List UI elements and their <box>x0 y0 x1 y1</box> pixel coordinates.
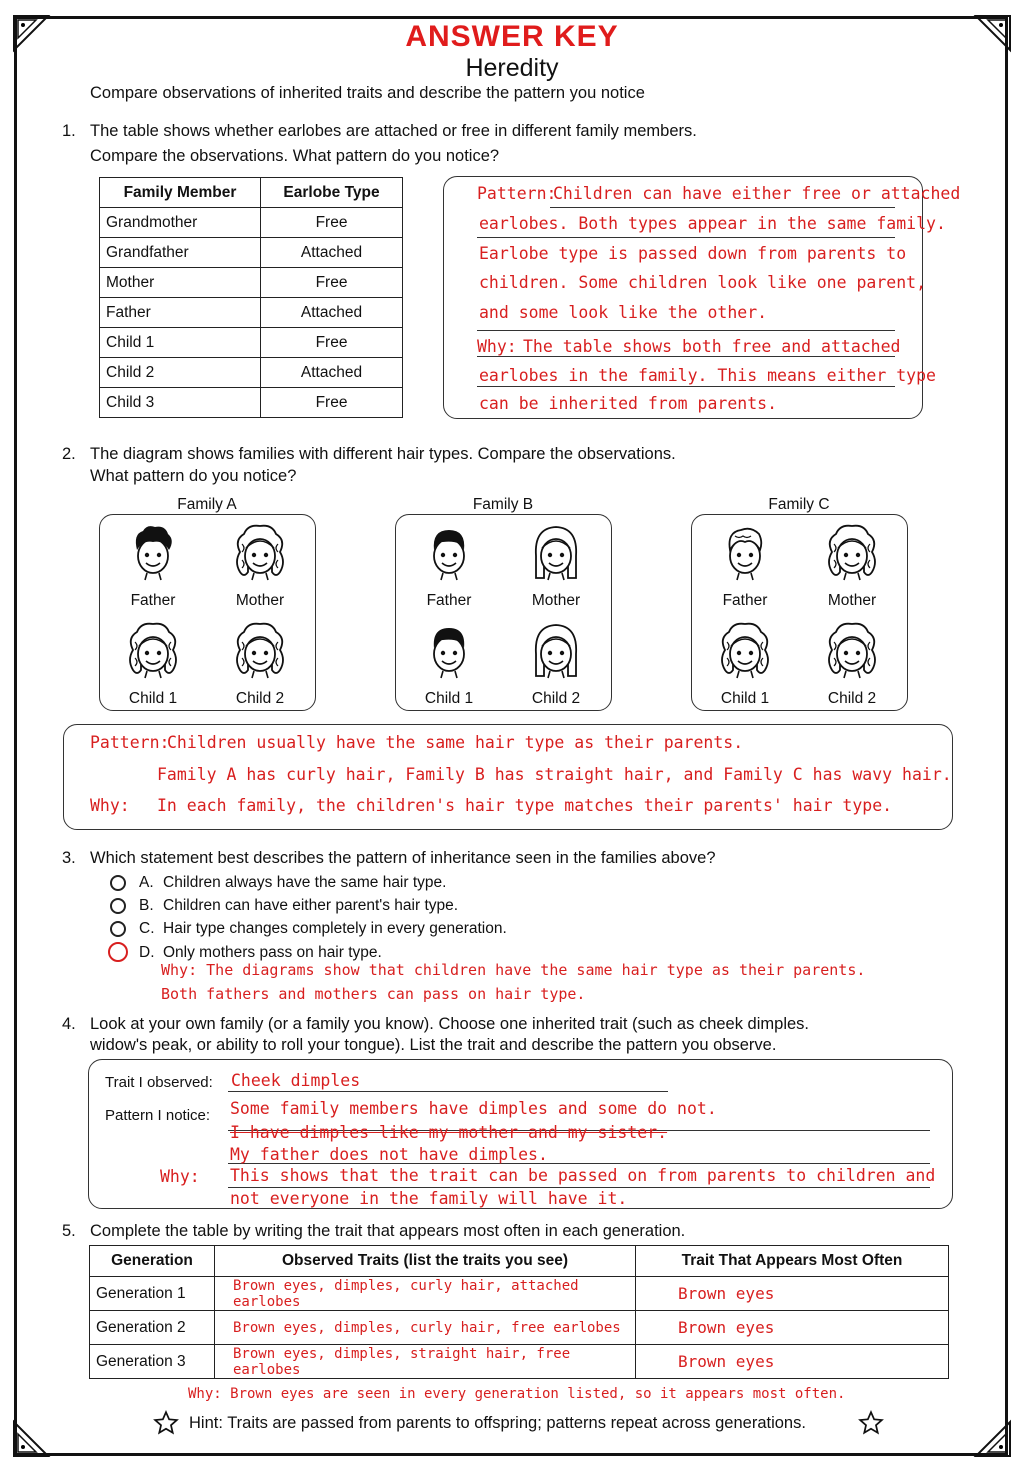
q4-why-line: not everyone in the family will have it. <box>230 1189 628 1208</box>
question-number: 2. <box>62 445 76 463</box>
family-member-cell: Child 2 <box>100 358 261 388</box>
hint-text: Hint: Traits are passed from parents to offspring; patterns repeat across generations. <box>189 1414 806 1432</box>
corner-ornament-icon <box>10 1418 52 1460</box>
most-often-cell: Brown eyes <box>636 1345 949 1379</box>
generation-table <box>89 1245 949 1379</box>
question-number: 4. <box>62 1015 76 1033</box>
family-name: Family C <box>768 496 830 513</box>
table-row <box>100 328 403 358</box>
question-number: 5. <box>62 1222 76 1240</box>
generation-cell: Generation 3 <box>90 1345 215 1379</box>
earlobe-type-cell: Attached <box>261 298 403 328</box>
mother-face-icon <box>232 522 288 586</box>
option-c-radio[interactable] <box>110 921 126 937</box>
q4-pattern-line: My father does not have dimples. <box>230 1145 548 1164</box>
table-header: Family Member <box>100 178 261 208</box>
instructions: Compare observations of inherited traits and describe the pattern you notice <box>90 84 645 102</box>
most-often-cell: Brown eyes <box>636 1311 949 1345</box>
question-number: 3. <box>62 849 76 867</box>
q5-why: Why: Brown eyes are seen in every generation listed, so it appears most often. <box>188 1386 846 1402</box>
most-often-cell: Brown eyes <box>636 1277 949 1311</box>
q2-text-line2: What pattern do you notice? <box>90 467 297 485</box>
family-member-cell: Child 1 <box>100 328 261 358</box>
pattern-label: Pattern: <box>477 184 557 203</box>
q3-why-line: Why: The diagrams show that children have the same hair type as their parents. <box>161 961 866 979</box>
option-b-radio[interactable] <box>110 898 126 914</box>
pattern-label: Pattern: <box>90 733 170 752</box>
child-1-face-icon <box>421 620 477 684</box>
member-label: Child 2 <box>235 690 285 707</box>
table-header: Observed Traits (list the traits you see) <box>215 1246 636 1277</box>
member-label: Father <box>130 592 176 609</box>
option-letter: B. <box>139 897 154 914</box>
q4-why-line: This shows that the trait can be passed on from parents to children and <box>230 1166 936 1185</box>
table-row <box>90 1345 949 1379</box>
trait-label: Trait I observed: <box>105 1074 213 1091</box>
option-letter: A. <box>139 874 154 891</box>
father-face-icon <box>421 522 477 586</box>
q2-why-line: In each family, the children's hair type matches their parents' hair type. <box>157 796 893 815</box>
family-name: Family B <box>472 496 534 513</box>
member-label: Mother <box>235 592 285 609</box>
member-label: Mother <box>827 592 877 609</box>
child-2-face-icon <box>824 620 880 684</box>
family-member-cell: Grandmother <box>100 208 261 238</box>
earlobe-type-cell: Attached <box>261 238 403 268</box>
q1-why-line: The table shows both free and attached <box>523 337 901 356</box>
option-text: Children always have the same hair type. <box>163 874 447 891</box>
member-label: Mother <box>531 592 581 609</box>
q1-pattern-line: children. Some children look like one parent, <box>479 273 927 292</box>
q3-why-line: Both fathers and mothers can pass on hair type. <box>161 985 586 1003</box>
page-title: Heredity <box>465 54 559 82</box>
family-member-cell: Child 3 <box>100 388 261 418</box>
q1-why-line: can be inherited from parents. <box>479 394 778 413</box>
q1-pattern-line: and some look like the other. <box>479 303 768 322</box>
earlobe-type-cell: Attached <box>261 358 403 388</box>
answer-key-title: ANSWER KEY <box>405 20 619 53</box>
table-row <box>90 1277 949 1311</box>
earlobe-type-cell: Free <box>261 388 403 418</box>
table-row <box>100 298 403 328</box>
generation-cell: Generation 1 <box>90 1277 215 1311</box>
member-label: Father <box>722 592 768 609</box>
family-member-cell: Father <box>100 298 261 328</box>
member-label: Child 1 <box>720 690 770 707</box>
q4-pattern-line-struck: I have dimples like my mother and my sister. <box>230 1123 668 1142</box>
q2-pattern-line: Family A has curly hair, Family B has straight hair, and Family C has wavy hair. <box>157 765 952 784</box>
q2-pattern-line: Children usually have the same hair type as their parents. <box>167 733 744 752</box>
star-icon <box>153 1410 179 1436</box>
mother-face-icon <box>824 522 880 586</box>
father-face-icon <box>125 522 181 586</box>
member-label: Child 2 <box>827 690 877 707</box>
mother-face-icon <box>528 522 584 586</box>
family-name: Family A <box>177 496 237 513</box>
q3-question: Which statement best describes the pattern of inheritance seen in the families above? <box>90 849 716 867</box>
q1-text-line1: The table shows whether earlobes are attached or free in different family members. <box>90 122 697 140</box>
table-header: Generation <box>90 1246 215 1277</box>
pattern-notice-label: Pattern I notice: <box>105 1107 211 1124</box>
child-2-face-icon <box>528 620 584 684</box>
table-row <box>100 358 403 388</box>
member-label: Child 1 <box>128 690 178 707</box>
q1-pattern-line: earlobes. Both types appear in the same family. <box>479 214 946 233</box>
table-row <box>100 268 403 298</box>
option-text: Only mothers pass on hair type. <box>163 944 382 961</box>
child-1-face-icon <box>717 620 773 684</box>
father-face-icon <box>717 522 773 586</box>
q1-pattern-line: Earlobe type is passed down from parents to <box>479 244 907 263</box>
member-label: Child 1 <box>424 690 474 707</box>
q4-text-line2: widow's peak, or ability to roll your tongue). List the trait and describe the pattern you observe. <box>90 1036 777 1054</box>
family-member-cell: Grandfather <box>100 238 261 268</box>
q4-text-line1: Look at your own family (or a family you know). Choose one inherited trait (such as cheek dimples. <box>90 1015 809 1033</box>
table-header: Trait That Appears Most Often <box>636 1246 949 1277</box>
earlobe-table <box>99 177 403 418</box>
member-label: Child 2 <box>531 690 581 707</box>
trait-answer: Cheek dimples <box>231 1071 361 1090</box>
q1-pattern-line: Children can have either free or attached <box>553 184 961 203</box>
why-label: Why: <box>90 796 130 815</box>
star-icon <box>858 1410 884 1436</box>
q1-why-line: earlobes in the family. This means either type <box>479 366 936 385</box>
option-text: Hair type changes completely in every generation. <box>163 920 507 937</box>
child-2-face-icon <box>232 620 288 684</box>
table-header: Earlobe Type <box>261 178 403 208</box>
q5-question: Complete the table by writing the trait that appears most often in each generation. <box>90 1222 686 1240</box>
family-member-cell: Mother <box>100 268 261 298</box>
why-label: Why: <box>477 337 517 356</box>
member-label: Father <box>426 592 472 609</box>
earlobe-type-cell: Free <box>261 268 403 298</box>
q4-pattern-line: Some family members have dimples and some do not. <box>230 1099 717 1118</box>
child-1-face-icon <box>125 620 181 684</box>
observed-traits-cell: Brown eyes, dimples, straight hair, free earlobes <box>215 1345 636 1379</box>
question-number: 1. <box>62 122 76 140</box>
generation-cell: Generation 2 <box>90 1311 215 1345</box>
option-letter: C. <box>139 920 155 937</box>
corner-ornament-icon <box>972 1418 1014 1460</box>
q1-text-line2: Compare the observations. What pattern do you notice? <box>90 147 500 165</box>
option-letter: D. <box>139 944 155 961</box>
table-row <box>100 388 403 418</box>
table-row <box>100 208 403 238</box>
table-row <box>100 238 403 268</box>
observed-traits-cell: Brown eyes, dimples, curly hair, free earlobes <box>215 1311 636 1345</box>
observed-traits-cell: Brown eyes, dimples, curly hair, attached earlobes <box>215 1277 636 1311</box>
earlobe-type-cell: Free <box>261 328 403 358</box>
option-a-radio[interactable] <box>110 875 126 891</box>
q2-text-line1: The diagram shows families with different hair types. Compare the observations. <box>90 445 676 463</box>
option-text: Children can have either parent's hair type. <box>163 897 459 914</box>
earlobe-type-cell: Free <box>261 208 403 238</box>
why-label: Why: <box>160 1167 200 1186</box>
option-d-radio-marked[interactable] <box>108 942 128 962</box>
table-row <box>90 1311 949 1345</box>
